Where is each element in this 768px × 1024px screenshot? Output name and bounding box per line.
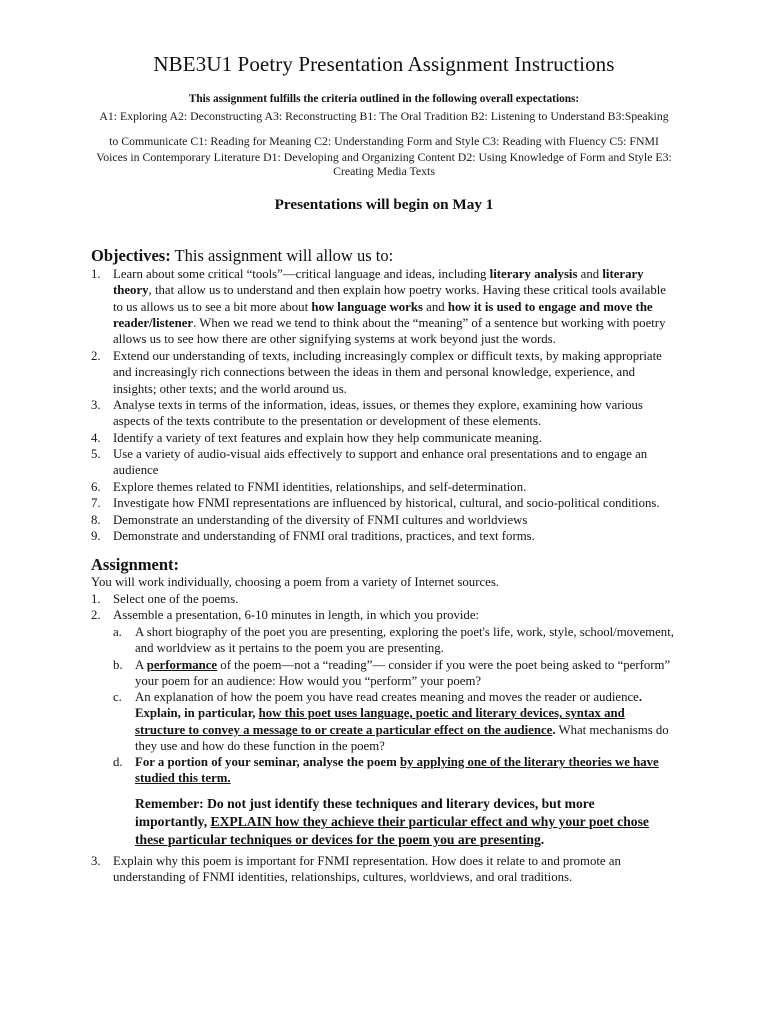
objective-number: 8. (91, 513, 101, 527)
sub-item-line (135, 657, 735, 673)
text-run: allows us to see how there are other signifying systems at work beyond just the words. (113, 332, 556, 347)
sub-item-line (135, 738, 735, 754)
objective-number: 5. (91, 447, 101, 461)
text-run: . (638, 690, 643, 704)
objectives-heading-label: Objectives: (91, 246, 171, 265)
assignment-intro: You will work individually, choosing a poem from a variety of Internet sources. (91, 575, 500, 589)
text-run: For a portion of your seminar, analyse the poem (135, 755, 400, 769)
remember-line (135, 813, 735, 832)
text-run: literary (602, 267, 644, 281)
objective-number: 6. (91, 480, 101, 494)
text-run: EXPLAIN how they achieve their particular effect and why your poet chose (210, 814, 649, 829)
sub-item-line (135, 722, 735, 738)
text-run: Explore themes related to FNMI identities, relationships, and self-determination. (113, 480, 527, 494)
objective-line (113, 528, 535, 544)
text-run: your poem for an audience: How would you “perform” your poem? (135, 674, 482, 689)
sub-item-letter: b. (113, 658, 123, 672)
text-run: by applying one of the literary theories we have (399, 755, 659, 769)
sub-item-line (135, 754, 735, 770)
objective-line (113, 364, 635, 380)
objective-number: 1. (91, 267, 101, 281)
objective-line (113, 397, 643, 413)
step-text: Select one of the poems. (113, 592, 239, 606)
objectives-heading (91, 246, 393, 266)
objective-number: 7. (91, 496, 101, 510)
text-run: Learn about some critical “tools”—critical language and ideas, including (113, 267, 490, 281)
objective-number: 4. (91, 431, 101, 445)
text-run: Investigate how FNMI representations are influenced by historical, cultural, and socio-political conditions. (113, 496, 660, 510)
text-run: importantly, (135, 814, 211, 829)
text-run: structure to convey a message to or create a particular effect on the audience (135, 722, 553, 737)
step-text: understanding of FNMI identities, relationships, cultures, worldviews, and oral traditions. (113, 870, 573, 884)
remember-line (135, 795, 735, 814)
text-run: how language works (311, 299, 423, 314)
expectations-line: to Communicate C1: Reading for Meaning C2: Understanding Form and Style C3: Reading with Fluency C5: FNMI (109, 134, 659, 148)
text-run: Remember: Do not just identify these techniques and literary devices, but more (135, 796, 595, 811)
sub-item-line (135, 624, 735, 640)
text-run: Identify a variety of text features and explain how they help communicate meaning. (113, 431, 542, 445)
remember-line (135, 831, 735, 850)
text-run: Analyse texts in terms of the information, ideas, issues, or themes they explore, examining how various (113, 398, 643, 412)
objective-line (113, 446, 647, 462)
text-run: An explanation of how the poem you have read creates meaning and moves the reader or audience (135, 690, 639, 704)
objective-line (113, 512, 527, 528)
text-run: insights; other texts; and the world around us. (113, 381, 347, 396)
objective-line (113, 348, 662, 364)
text-run: Explain, in particular, (135, 706, 259, 721)
sub-item-line (135, 705, 735, 721)
text-run: how it is used to engage and move the (447, 299, 653, 314)
objective-line (113, 282, 666, 298)
sub-item-letter: a. (113, 625, 122, 639)
step-number: 2. (91, 608, 101, 622)
objective-line (113, 381, 347, 397)
expectations-line: A1: Exploring A2: Deconstructing A3: Reconstructing B1: The Oral Tradition B2: Listening to Understand B3:Speaking (99, 109, 669, 123)
text-run: and worldview as it pertains to the poem you are presenting. (135, 641, 444, 656)
text-run: of the poem—not a “reading”— consider if you were the poet being asked to “perform” (217, 658, 671, 672)
step-text: Explain why this poem is important for FNMI representation. How does it relate to and promote an (113, 854, 621, 868)
objective-number: 2. (91, 349, 101, 363)
text-run: reader/listener (113, 315, 194, 330)
objective-line (113, 462, 158, 478)
text-run: Demonstrate and understanding of FNMI oral traditions, practices, and text forms. (113, 529, 535, 543)
objective-line (113, 413, 541, 429)
sub-item-letter: d. (113, 755, 123, 769)
objective-line (113, 266, 644, 282)
text-run: aspects of the texts contribute to the presentation or development of these elements. (113, 414, 542, 429)
text-run: . When we read we tend to think about the “meaning” of a sentence but working with poetry (193, 315, 666, 330)
objectives-heading-text: This assignment will allow us to: (170, 246, 394, 265)
objective-line (113, 495, 660, 511)
text-run: and (422, 299, 448, 314)
step-number: 3. (91, 854, 101, 868)
text-run: and increasingly rich connections between the ideas in them and personal knowledge, experience, and (113, 365, 635, 380)
sub-item-line (135, 673, 735, 689)
assignment-heading (91, 555, 179, 575)
assignment-heading-label: Assignment: (91, 555, 180, 574)
text-run: audience (113, 463, 159, 478)
text-run: theory (113, 283, 149, 298)
sub-item-line (135, 689, 735, 705)
text-run: Use a variety of audio-visual aids effectively to support and enhance oral presentations and to engage an (113, 447, 648, 461)
text-run: . (540, 832, 545, 847)
text-run: studied this term. (135, 771, 231, 786)
text-run: literary analysis (489, 267, 578, 281)
expectations-line: Voices in Contemporary Literature D1: Developing and Organizing Content D2: Using Knowledge of Form and Style E3: (96, 150, 672, 164)
objective-number: 9. (91, 529, 101, 543)
text-run: and (577, 267, 603, 281)
text-run: to us allows us to see a bit more about (113, 299, 312, 314)
objective-line (113, 430, 542, 446)
text-run: , that allow us to understand and then explain how poetry works. Having these critical tools available (148, 283, 666, 298)
sub-item-line (135, 640, 735, 656)
step-text: Assemble a presentation, 6-10 minutes in length, in which you provide: (113, 608, 480, 622)
text-run: Extend our understanding of texts, including increasingly complex or difficult texts, by making appropriate (113, 349, 662, 363)
text-run: these particular techniques or devices for the poem you are presenting (135, 832, 541, 847)
sub-item-line (135, 770, 735, 786)
presentations-date: Presentations will begin on May 1 (274, 196, 494, 213)
objective-line (113, 299, 653, 315)
text-run: performance (146, 658, 218, 672)
step-number: 1. (91, 592, 101, 606)
sub-item-letter: c. (113, 690, 122, 704)
objective-line (113, 479, 526, 495)
text-run: A short biography of the poet you are presenting, exploring the poet's life, work, style, school/movement, (135, 625, 674, 639)
page-title: NBE3U1 Poetry Presentation Assignment Instructions (153, 52, 615, 76)
objective-number: 3. (91, 398, 101, 412)
text-run: What mechanisms do (555, 722, 669, 737)
expectations-intro: This assignment fulfills the criteria outlined in the following overall expectations: (188, 93, 580, 105)
text-run: how this poet uses language, poetic and literary devices, syntax and (258, 706, 625, 721)
text-run: they use and how do these function in the poem? (135, 738, 385, 753)
text-run: Demonstrate an understanding of the diversity of FNMI cultures and worldviews (113, 513, 528, 527)
text-run: A (135, 658, 147, 672)
expectations-line: Creating Media Texts (333, 164, 435, 178)
text-run: . (552, 722, 556, 737)
objective-line (113, 331, 556, 347)
objective-line (113, 315, 665, 331)
